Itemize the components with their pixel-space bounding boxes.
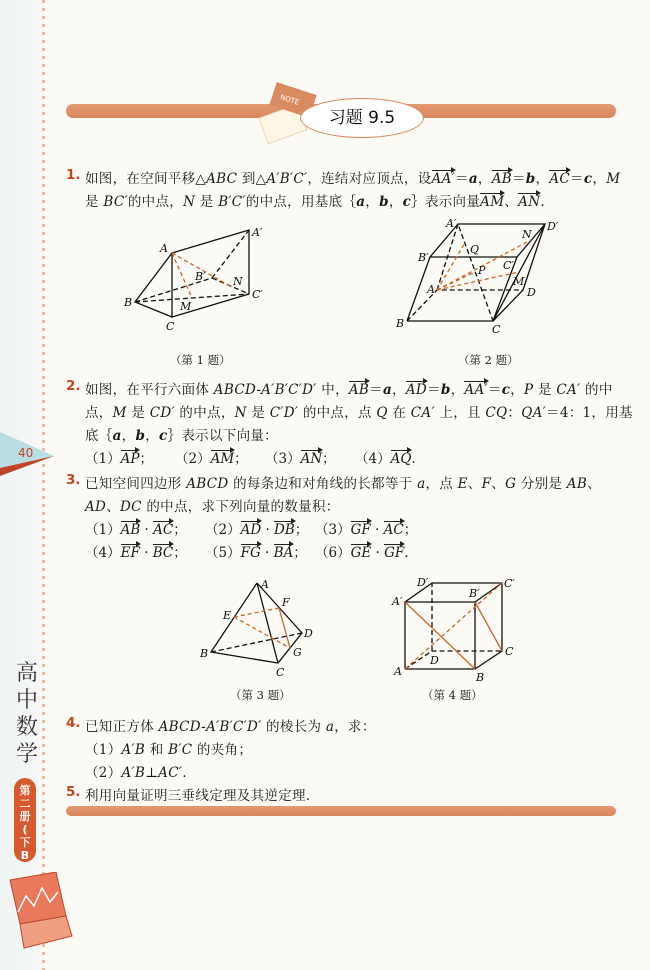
text-run: ， [145, 428, 160, 444]
text-run: （6） [315, 545, 351, 561]
text-run: ； [294, 522, 309, 538]
basis-vector: b [379, 194, 389, 210]
problem-number: 2. [66, 378, 81, 394]
point-label: B [396, 317, 405, 330]
text-run: ｝表示向量 [411, 194, 481, 210]
text-run: （1） [85, 742, 122, 758]
text-run: ＝ [487, 382, 502, 398]
text-run: 分别是 [516, 476, 567, 492]
text-run: ， [477, 171, 492, 187]
problem-number: 4. [66, 715, 81, 731]
figure-1-caption: （第 1 题） [170, 353, 231, 367]
math-symbol: F [481, 476, 492, 492]
point-label: D′ [547, 220, 559, 233]
vector: GF [384, 545, 405, 561]
point-label: B′ [469, 587, 480, 600]
point-label: B [200, 647, 209, 660]
point-label: C′ [503, 259, 514, 272]
text-run: ； [173, 522, 187, 538]
point-label: D [304, 627, 313, 640]
note-card-text: NOTE [279, 93, 301, 107]
math-symbol: M [112, 405, 127, 421]
math-symbol: A′B [121, 742, 146, 758]
vector: AB [348, 382, 370, 398]
text-run: 的棱长为 [261, 719, 326, 735]
text-run: （4） [355, 451, 391, 467]
text-run: （2） [85, 765, 122, 781]
point-label: A [427, 283, 435, 296]
math-symbol: M [606, 171, 621, 187]
text-run: （2） [205, 522, 241, 538]
text-run: 是 [246, 405, 270, 421]
problem-number: 3. [66, 472, 81, 488]
figure-1-prism [135, 230, 249, 317]
text-run: 的中点，点 [298, 405, 377, 421]
basis-vector: c [159, 428, 168, 444]
point-label: N [233, 275, 243, 288]
vector: AN [518, 194, 541, 210]
text-run: ； [139, 451, 153, 467]
figure-2-caption: （第 2 题） [458, 353, 519, 367]
basis-vector: b [525, 171, 536, 187]
point-label: C [505, 645, 514, 658]
math-symbol: BC′ [103, 194, 128, 210]
basis-vector: a [382, 382, 393, 398]
vector: BC [152, 545, 174, 561]
text-run: 、 [491, 476, 506, 492]
point-label: B [124, 296, 133, 309]
section-title: 习题 9.5 [300, 98, 424, 138]
text-run: ； [234, 451, 248, 467]
text-run: · [370, 522, 384, 538]
vector: AD [405, 382, 428, 398]
volume-char: 第 [19, 784, 31, 797]
point-label: Q [470, 243, 480, 256]
text-run: · [371, 545, 385, 561]
math-symbol: AC′ [158, 765, 183, 781]
math-symbol: ABCD-A′B′C′D′ [158, 719, 262, 735]
figure-4-cube [405, 583, 502, 669]
volume-char: 下 [19, 836, 31, 849]
text-run: ； [293, 545, 307, 561]
math-symbol: B′C [168, 742, 193, 758]
figure-3-caption: （第 3 题） [230, 688, 291, 702]
vector: GF [350, 522, 371, 538]
text-run: · [140, 522, 154, 538]
text-run: 、 [106, 499, 120, 515]
point-label: B′ [418, 251, 429, 264]
vector: AC [383, 522, 404, 538]
text-run: 如图，在平行六面体 [85, 382, 214, 398]
text-run: 到△ [237, 171, 267, 187]
text-run: 的中 [580, 382, 613, 398]
point-label: M [180, 300, 192, 313]
text-run: ＝4：1，用基 [546, 405, 633, 421]
point-label: C′ [252, 288, 263, 301]
text-run: 和 [145, 742, 169, 758]
math-symbol: AD [85, 499, 107, 515]
point-label: A [160, 242, 168, 255]
volume-char: B [20, 849, 30, 862]
text-run: 中， [316, 382, 349, 398]
point-label: F [282, 596, 290, 609]
text-run: · [260, 545, 274, 561]
text-run: 的中点，用基底｛ [245, 194, 357, 210]
text-run: 是 [85, 194, 104, 210]
math-symbol: a [325, 719, 335, 735]
vector: AN [300, 451, 323, 467]
text-run: ＝ [570, 171, 584, 187]
vector: AC [549, 171, 571, 187]
basis-vector: a [468, 171, 478, 187]
text-run: 、 [504, 194, 519, 210]
text-run: （5） [205, 545, 241, 561]
text-run: 在 [387, 405, 411, 421]
text-run: . [182, 765, 187, 781]
text-run: ｝表示以下向量： [167, 428, 278, 444]
vector: AA′ [464, 382, 488, 398]
vector: AA′ [431, 171, 455, 187]
math-symbol: CA′ [410, 405, 435, 421]
text-run: 已知空间四边形 [85, 476, 187, 492]
text-run: 如图，在空间平移△ [85, 171, 207, 187]
text-run: 的夹角； [192, 742, 253, 758]
text-run: ，点 [425, 476, 458, 492]
vector: AM [210, 451, 235, 467]
vector: EF [120, 545, 140, 561]
text-run: ； [322, 451, 336, 467]
text-run: （3） [265, 451, 301, 467]
page-number: 40 [18, 446, 34, 460]
point-label: C [276, 666, 285, 679]
point-label: C′ [504, 577, 515, 590]
problem-number: 1. [66, 167, 81, 183]
math-symbol: N [234, 405, 247, 421]
figure-4-labels [391, 576, 515, 684]
math-symbol: B′C′ [218, 194, 246, 210]
text-run: ， [510, 382, 525, 398]
basis-vector: c [402, 194, 412, 210]
text-run: ， [365, 194, 380, 210]
vector: AB [491, 171, 512, 187]
text-run: （1） [85, 451, 121, 467]
basis-vector: c [501, 382, 511, 398]
volume-char: 册 [19, 810, 31, 823]
vector: GE [350, 545, 372, 561]
text-run: 上，且 [434, 405, 486, 421]
math-symbol: A′B′C′ [266, 171, 308, 187]
point-label: B [476, 671, 485, 684]
text-run: ， [392, 382, 406, 398]
problem-number: 5. [66, 784, 81, 800]
math-symbol: Q [376, 405, 388, 421]
text-run: ＝ [455, 171, 469, 187]
text-run: 是 [533, 382, 557, 398]
text-run: （4） [85, 545, 121, 561]
text-run: ； [403, 522, 418, 538]
text-run: 已知正方体 [85, 719, 159, 735]
text-run: 、 [467, 476, 482, 492]
math-symbol: CA′ [556, 382, 581, 398]
point-label: G [293, 646, 302, 659]
text-run: 的中点， [174, 405, 235, 421]
basis-vector: c [583, 171, 593, 187]
basis-vector: b [135, 428, 146, 444]
math-symbol: E [457, 476, 468, 492]
text-run: ， [592, 171, 607, 187]
text-run: 、 [587, 476, 601, 492]
figure-3-tetrahedron [211, 583, 302, 663]
text-run: 的中点，求下列向量的数量积： [141, 499, 340, 515]
point-label: A [394, 665, 402, 678]
vector: AM [480, 194, 505, 210]
math-symbol: a [417, 476, 426, 492]
text-run: 点， [85, 405, 113, 421]
math-symbol: P [524, 382, 534, 398]
volume-char: 二 [19, 797, 31, 810]
math-symbol: N [183, 194, 196, 210]
vector: AC [153, 522, 174, 538]
text-run: · [139, 545, 153, 561]
math-symbol: QA′ [521, 405, 547, 421]
text-run: ⊥ [145, 765, 159, 781]
basis-vector: a [356, 194, 366, 210]
vector: AP [120, 451, 140, 467]
vector: BA [273, 545, 294, 561]
volume-char: ( [22, 823, 28, 836]
text-run: ＝ [511, 171, 526, 187]
point-label: M [513, 275, 525, 288]
point-label: D′ [417, 576, 429, 589]
text-run: 的中点， [127, 194, 184, 210]
book-title: 高中数学 [15, 661, 38, 767]
point-label: D [430, 654, 439, 667]
point-label: A′ [392, 595, 403, 608]
math-symbol: CD′ [149, 405, 175, 421]
math-symbol: ABC [206, 171, 238, 187]
text-run: . [540, 194, 545, 210]
point-label: A′ [252, 226, 263, 239]
text-run: ， [121, 428, 136, 444]
text-run: （2） [175, 451, 211, 467]
math-symbol: A′B [121, 765, 146, 781]
text-run: . [404, 545, 409, 561]
math-symbol: C′D′ [269, 405, 299, 421]
text-run: 是 [126, 405, 150, 421]
text-run: ， [450, 382, 465, 398]
math-symbol: AB [566, 476, 588, 492]
text-run: ， [388, 194, 403, 210]
vector: AB [120, 522, 141, 538]
basis-vector: b [440, 382, 451, 398]
point-label: A [261, 578, 269, 591]
text-run: ： [507, 405, 522, 421]
text-run: ，连结对应顶点，设 [307, 171, 432, 187]
math-symbol: ABCD-A′B′C′D′ [213, 382, 317, 398]
point-label: C [166, 320, 175, 333]
point-label: B′ [195, 270, 206, 283]
text-run: （3） [315, 522, 351, 538]
text-run: ＝ [427, 382, 441, 398]
vector: FG [240, 545, 261, 561]
text-run: . [411, 451, 416, 467]
section-footer-bar [66, 806, 616, 816]
figure-1-labels [123, 226, 263, 333]
text-run: ，求： [334, 719, 376, 735]
text-run: 的每条边和对角线的长都等于 [228, 476, 418, 492]
math-symbol: CQ [485, 405, 508, 421]
text-run: 是 [195, 194, 219, 210]
text-run: ， [535, 171, 550, 187]
text-run: · [261, 522, 275, 538]
vector: DB [274, 522, 295, 538]
point-label: C [492, 323, 501, 336]
figure-4-caption: （第 4 题） [422, 688, 483, 702]
math-symbol: G [505, 476, 517, 492]
point-label: E [223, 609, 232, 622]
text-run: ＝ [369, 382, 383, 398]
text-run: 底｛ [85, 428, 113, 444]
math-symbol: DC [120, 499, 142, 515]
vector: AD [240, 522, 262, 538]
point-label: A′ [446, 217, 457, 230]
point-label: N [522, 228, 532, 241]
text-run: ； [173, 545, 187, 561]
point-label: P [478, 264, 486, 277]
text-run: （1） [85, 522, 121, 538]
basis-vector: a [112, 428, 122, 444]
math-symbol: ABCD [186, 476, 229, 492]
vector: AQ [390, 451, 412, 467]
text-run: 利用向量证明三垂线定理及其逆定理. [85, 788, 311, 804]
point-label: D [527, 286, 536, 299]
figure-2-labels [395, 217, 559, 336]
